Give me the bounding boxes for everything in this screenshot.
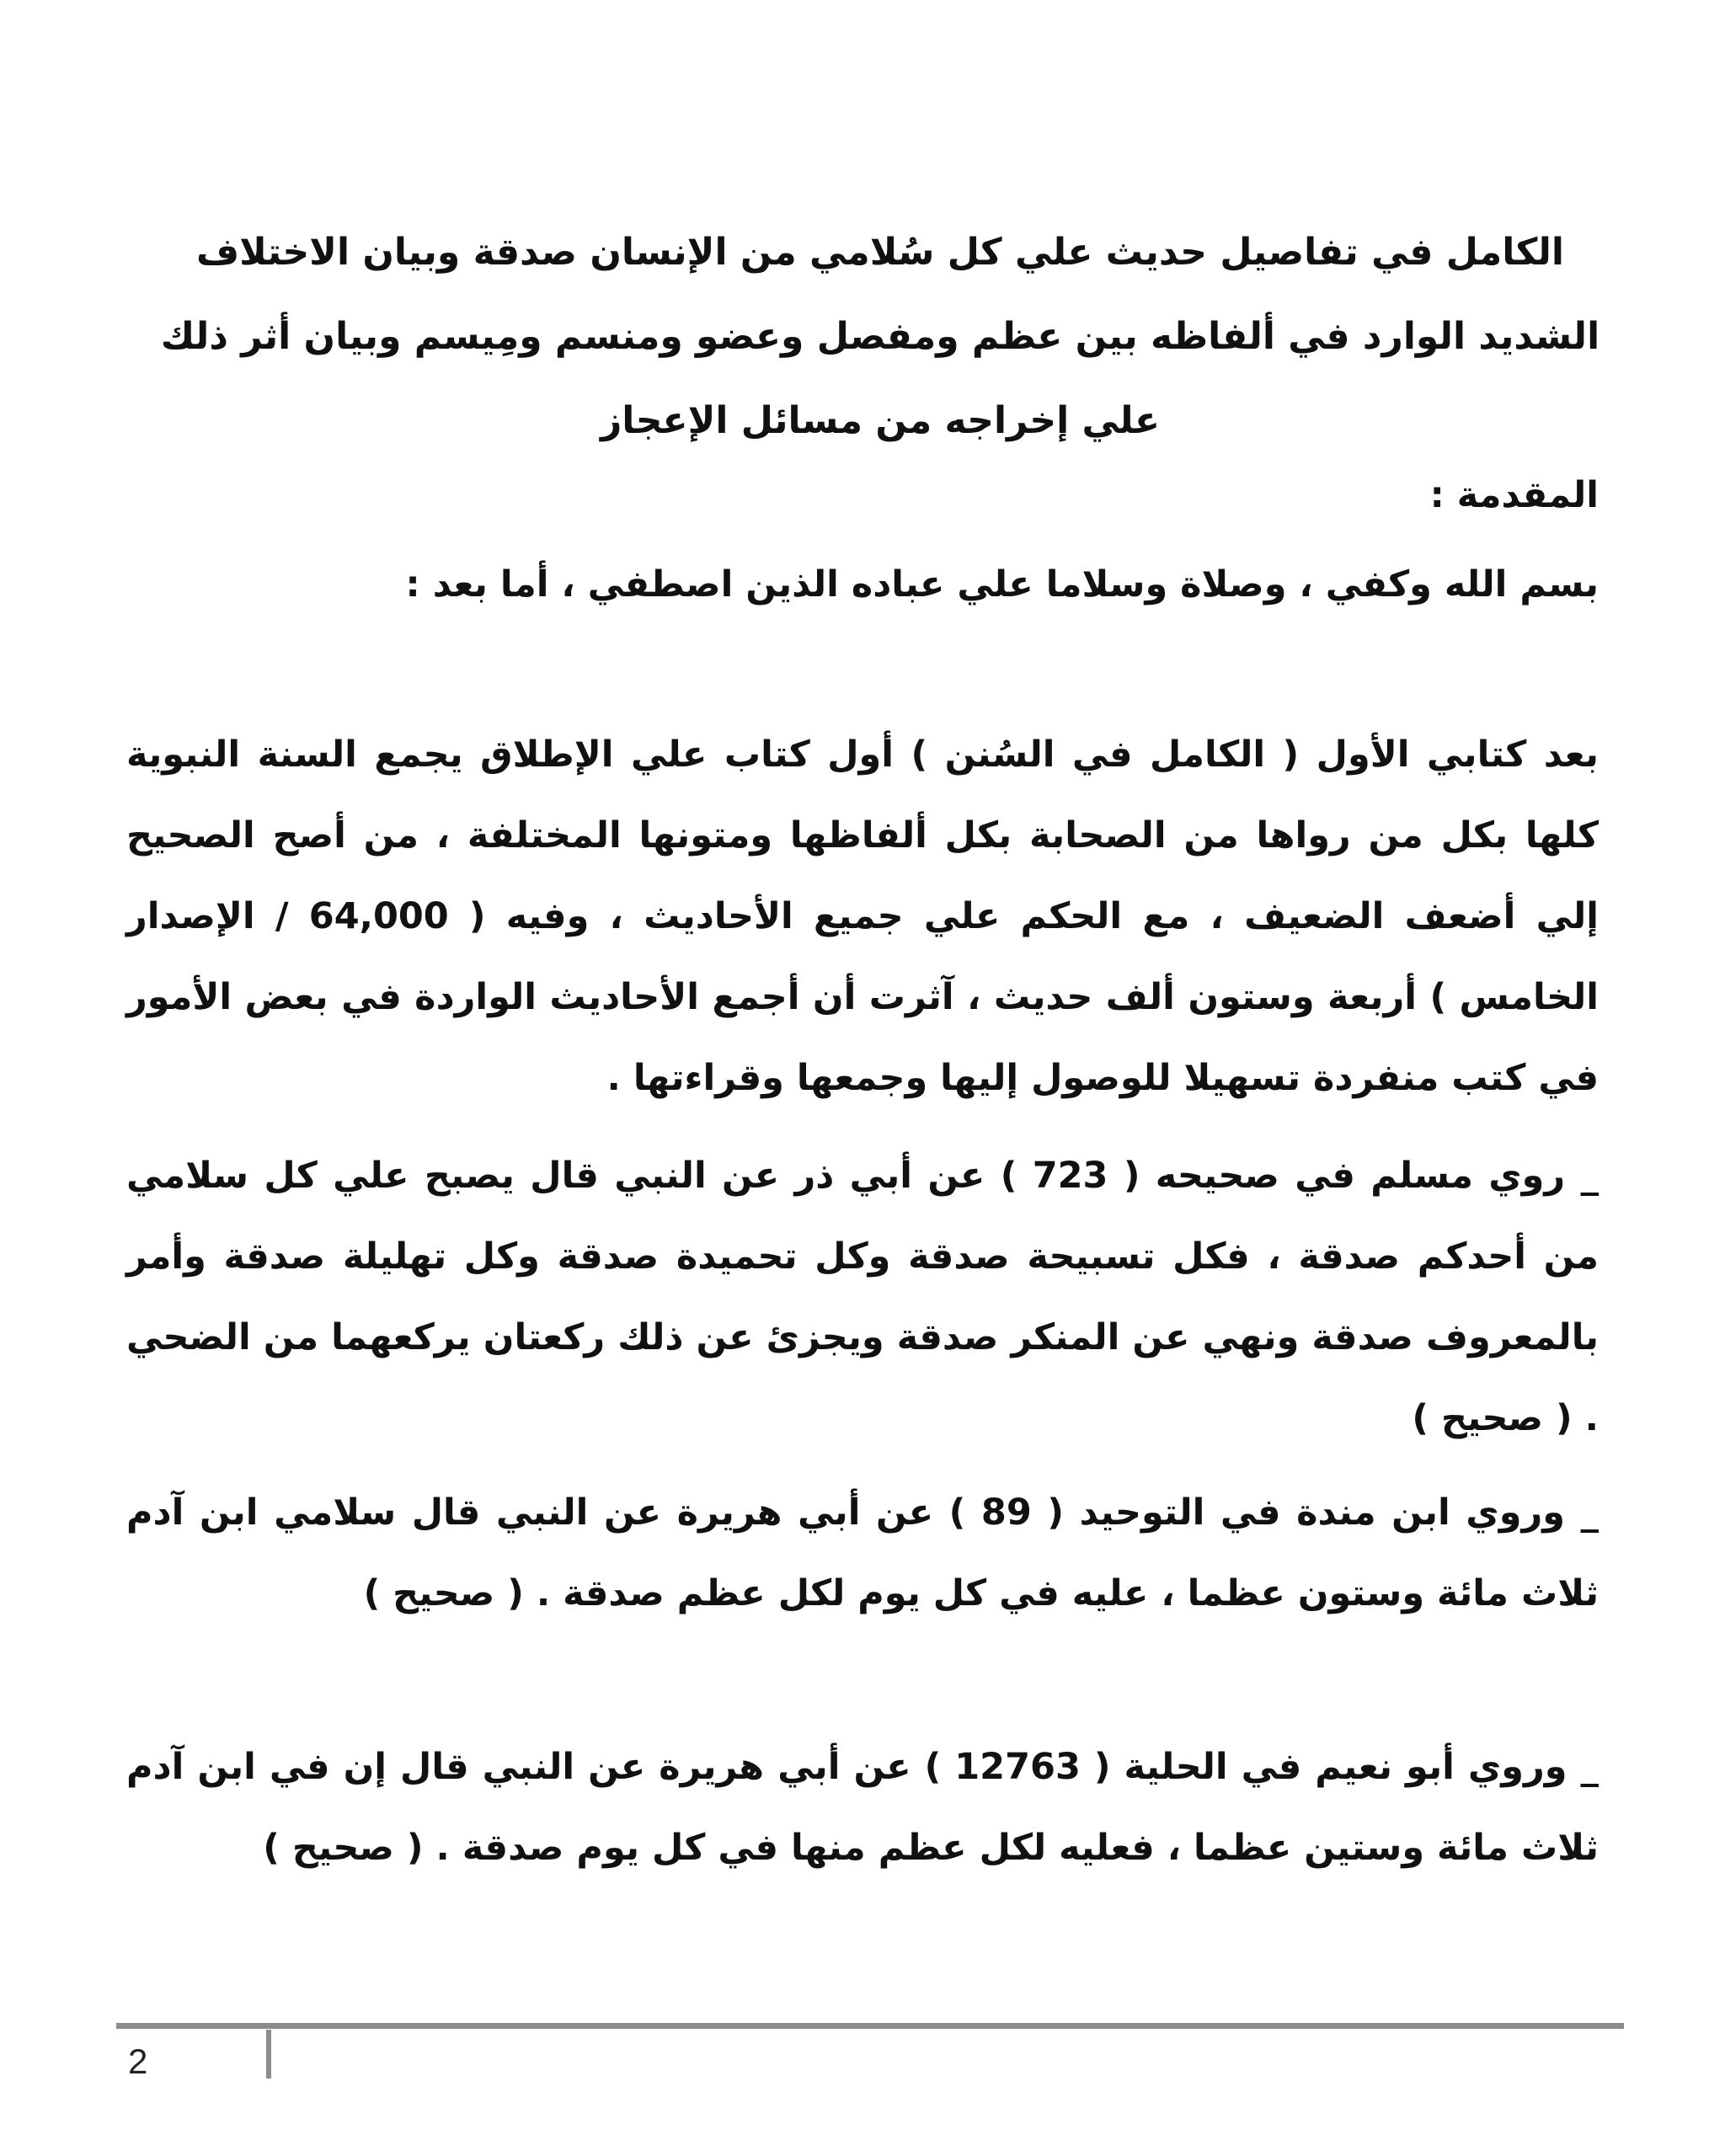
paragraph-about-book: بعد كتابي الأول ( الكامل في السُنن ) أول كتاب علي الإطلاق يجمع السنة النبوية كلها بكل من رواها من الصحابة بكل ألفاظها ومتونها المختلفة ، من أصح الصحيح إلي أضعف الضعيف ، مع الحكم علي جميع الأحاديث ، وفيه ( 64,000 / الإصدار الخامس ) أربعة وستون ألف حديث ، آثرت أن أجمع الأحاديث الواردة في بعض الأمور في كتب منفردة تسهيلا للوصول إليها وجمعها وقراءتها . [126,734,1599,1099]
hadith-muslim-paragraph: _ روي مسلم في صحيحه ( 723 ) عن أبي ذر عن النبي قال يصبح علي كل سلامي من أحدكم صدقة ، فكل تسبيحة صدقة وكل تحميدة صدقة وكل تهليلة صدقة وأمر بالمعروف صدقة ونهي عن المنكر صدقة ويجزئ عن ذلك ركعتان يركعهما من الضحي . ( صحيح ) [126,1155,1599,1439]
hadith-abu-nuaym-paragraph: _ وروي أبو نعيم في الحلية ( 12763 ) عن أبي هريرة عن النبي قال إن في ابن آدم ثلاث مائة وستين عظما ، فعليه لكل عظم منها في كل يوم صدقة . ( صحيح ) [126,1746,1599,1869]
document-title: الكامل في تفاصيل حديث علي كل سُلامي من الإنسان صدقة وبيان الاختلاف الشديد الوارد في ألفاظه بين عظم ومفصل وعضو ومنسم ومِيسم وبيان أثر ذلك علي إخراجه من مسائل الإعجاز [160,231,1600,442]
hadith-ibn-mandah-paragraph: _ وروي ابن مندة في التوحيد ( 89 ) عن أبي هريرة عن النبي قال سلامي ابن آدم ثلاث مائة وستون عظما ، عليه في كل يوم لكل عظم صدقة . ( صحيح ) [126,1492,1599,1614]
footer-rule [116,2023,1624,2029]
footer-divider [266,2030,271,2079]
introduction-heading: المقدمة : [1429,474,1599,516]
opening-invocation: بسم الله وكفي ، وصلاة وسلاما علي عباده الذين اصطفي ، أما بعد : [405,563,1599,606]
page-number: 2 [128,2041,148,2081]
